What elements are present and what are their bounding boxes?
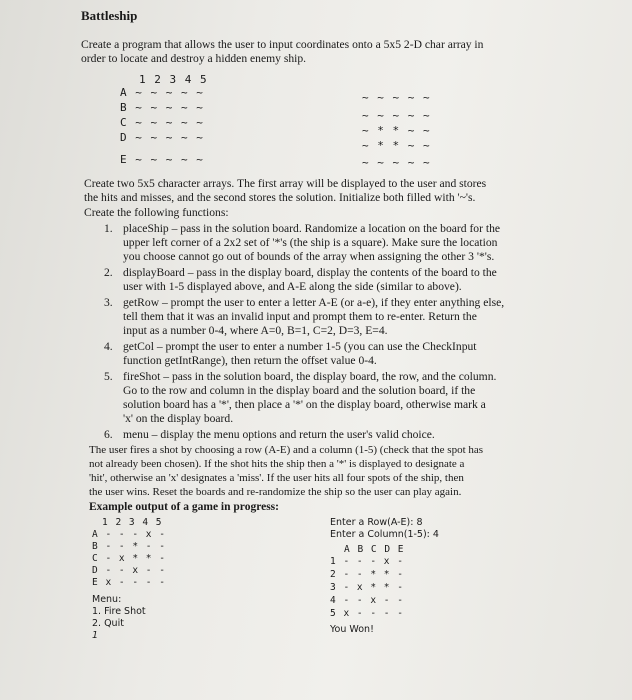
function-number: 6. <box>104 428 113 441</box>
rules-line: 'hit', otherwise an 'x' designates a 'miss'. If the user hits all four spots of the ship, then <box>89 472 464 484</box>
function-number: 3. <box>104 296 113 309</box>
menu-title: Menu: <box>92 594 122 605</box>
function-line: upper left corner of a 2x2 set of '*'s (the ship is a square). Make sure the location <box>123 236 498 249</box>
body-line: Create the following functions: <box>84 206 229 219</box>
grid2-row: ~ ~ ~ ~ ~ <box>362 156 431 169</box>
example-right-row: 1 - - - x - <box>330 556 404 567</box>
example-left-row: C - x * * - <box>92 553 166 564</box>
function-line: placeShip – pass in the solution board. Randomize a location on the board for the <box>123 222 501 235</box>
example-right-row: 2 - - * * - <box>330 569 404 580</box>
page-title: Battleship <box>81 8 138 23</box>
grid2-row: ~ ~ ~ ~ ~ <box>362 109 431 122</box>
function-line: fireShot – pass in the solution board, the display board, the row, and the column. <box>123 370 497 383</box>
function-line: function getIntRange), then return the offset value 0-4. <box>123 354 377 367</box>
example-right-row: 4 - - x - - <box>330 595 404 606</box>
function-line: you choose cannot go out of bounds of the array when assigning the other 3 '*'s. <box>123 250 495 263</box>
example-right-row: 3 - x * * - <box>330 582 404 593</box>
grid1-row: D ~ ~ ~ ~ ~ <box>120 131 204 144</box>
function-line: tell them that it was an invalid input and prompt them to re-enter. Return the <box>123 310 477 323</box>
column-prompt: Enter a Column(1-5): 4 <box>330 529 439 540</box>
grid1-row: E ~ ~ ~ ~ ~ <box>120 153 204 166</box>
rules-line: the user wins. Reset the boards and re-randomize the ship so the user can play again. <box>89 486 462 498</box>
body-line: the hits and misses, and the second stores the solution. Initialize both filled with '~'s. <box>84 191 476 204</box>
function-line: displayBoard – pass in the display board, display the contents of the board to the <box>123 266 497 279</box>
function-line: solution board has a '*', then place a '*' on the display board, otherwise mark a <box>123 398 486 411</box>
win-message: You Won! <box>330 624 374 635</box>
function-line: input as a number 0-4, where A=0, B=1, C=2, D=3, E=4. <box>123 324 388 337</box>
row-prompt: Enter a Row(A-E): 8 <box>330 517 423 528</box>
intro-line: Create a program that allows the user to input coordinates onto a 5x5 2-D char array in <box>81 38 484 51</box>
grid1-row: B ~ ~ ~ ~ ~ <box>120 101 204 114</box>
function-number: 5. <box>104 370 113 383</box>
menu-input: 1 <box>92 630 99 641</box>
function-line: menu – display the menu options and return the user's valid choice. <box>123 428 435 441</box>
function-line: user with 1-5 displayed above, and A-E along the side (similar to above). <box>123 280 462 293</box>
example-left-row: B - - * - - <box>92 541 166 552</box>
intro-line: order to locate and destroy a hidden enemy ship. <box>81 52 307 65</box>
menu-item-quit: 2. Quit <box>92 618 124 629</box>
example-heading: Example output of a game in progress: <box>89 501 279 513</box>
function-line: getCol – prompt the user to enter a number 1-5 (you can use the CheckInput <box>123 340 477 353</box>
rules-line: The user fires a shot by choosing a row (A-E) and a column (1-5) (check that the spot has <box>89 444 484 456</box>
function-number: 2. <box>104 266 113 279</box>
grid1-row: C ~ ~ ~ ~ ~ <box>120 116 204 129</box>
example-left-header: 1 2 3 4 5 <box>102 517 163 528</box>
grid2-row: ~ * * ~ ~ <box>362 124 431 137</box>
example-left-row: E x - - - - <box>92 577 166 588</box>
function-number: 1. <box>104 222 113 235</box>
example-right-header: A B C D E <box>344 544 405 555</box>
grid1-header: 1 2 3 4 5 <box>139 73 208 86</box>
menu-item-fire-shot: 1. Fire Shot <box>92 606 146 617</box>
function-line: getRow – prompt the user to enter a letter A-E (or a-e), if they enter anything else, <box>123 296 505 309</box>
example-left-row: A - - - x - <box>92 529 166 540</box>
function-number: 4. <box>104 340 113 353</box>
function-line: Go to the row and column in the display board and the solution board, if the <box>123 384 476 397</box>
grid1-row: A ~ ~ ~ ~ ~ <box>120 86 204 99</box>
grid2-row: ~ ~ ~ ~ ~ <box>362 91 431 104</box>
example-left-row: D - - x - - <box>92 565 166 576</box>
rules-line: not already been chosen). If the shot hits the ship then a '*' is displayed to designate a <box>89 458 465 470</box>
function-line: 'x' on the display board. <box>123 412 234 425</box>
grid2-row: ~ * * ~ ~ <box>362 139 431 152</box>
body-line: Create two 5x5 character arrays. The first array will be displayed to the user and stores <box>84 177 487 190</box>
example-right-row: 5 x - - - - <box>330 608 404 619</box>
